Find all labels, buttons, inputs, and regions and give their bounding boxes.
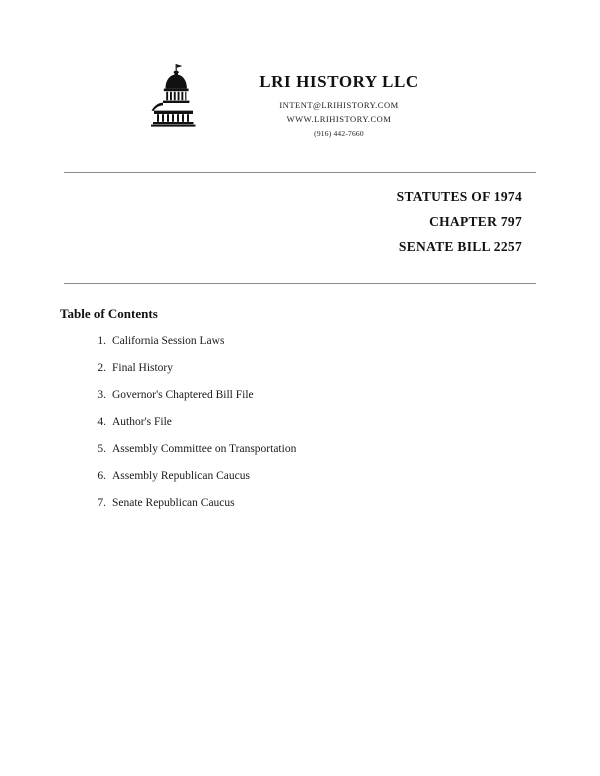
bill-number: SENATE BILL 2257: [398, 239, 522, 254]
list-item: [90, 336, 536, 348]
statutes-year: STATUTES OF 1974: [396, 189, 522, 204]
list-item: [90, 471, 536, 483]
capitol-dome-icon: [141, 58, 213, 130]
toc-item-label: Governor's Chaptered Bill File: [112, 389, 254, 401]
list-item: [90, 363, 536, 375]
list-item: [90, 498, 536, 510]
toc-item-label: California Session Laws: [112, 335, 225, 347]
toc-item-label: Assembly Committee on Transportation: [112, 443, 297, 455]
table-of-contents: [0, 284, 600, 510]
contact-email: INTENT@LRIHISTORY.COM: [279, 100, 399, 110]
toc-list: [60, 336, 536, 510]
title-block: [0, 173, 600, 261]
contact-website: WWW.LRIHISTORY.COM: [286, 114, 392, 124]
toc-heading: Table of Contents: [60, 306, 158, 321]
toc-item-label: Final History: [112, 362, 174, 374]
chapter-number: CHAPTER 797: [429, 214, 522, 229]
letterhead: [0, 0, 600, 142]
list-item: [90, 417, 536, 429]
letterhead-text: [219, 56, 459, 142]
toc-item-label: Senate Republican Caucus: [112, 497, 235, 509]
toc-item-label: Assembly Republican Caucus: [112, 470, 250, 482]
contact-phone: (916) 442-7660: [314, 129, 364, 138]
organization-name: LRI HISTORY LLC: [259, 72, 419, 91]
toc-item-label: Author's File: [112, 416, 172, 428]
list-item: [90, 390, 536, 402]
list-item: [90, 444, 536, 456]
